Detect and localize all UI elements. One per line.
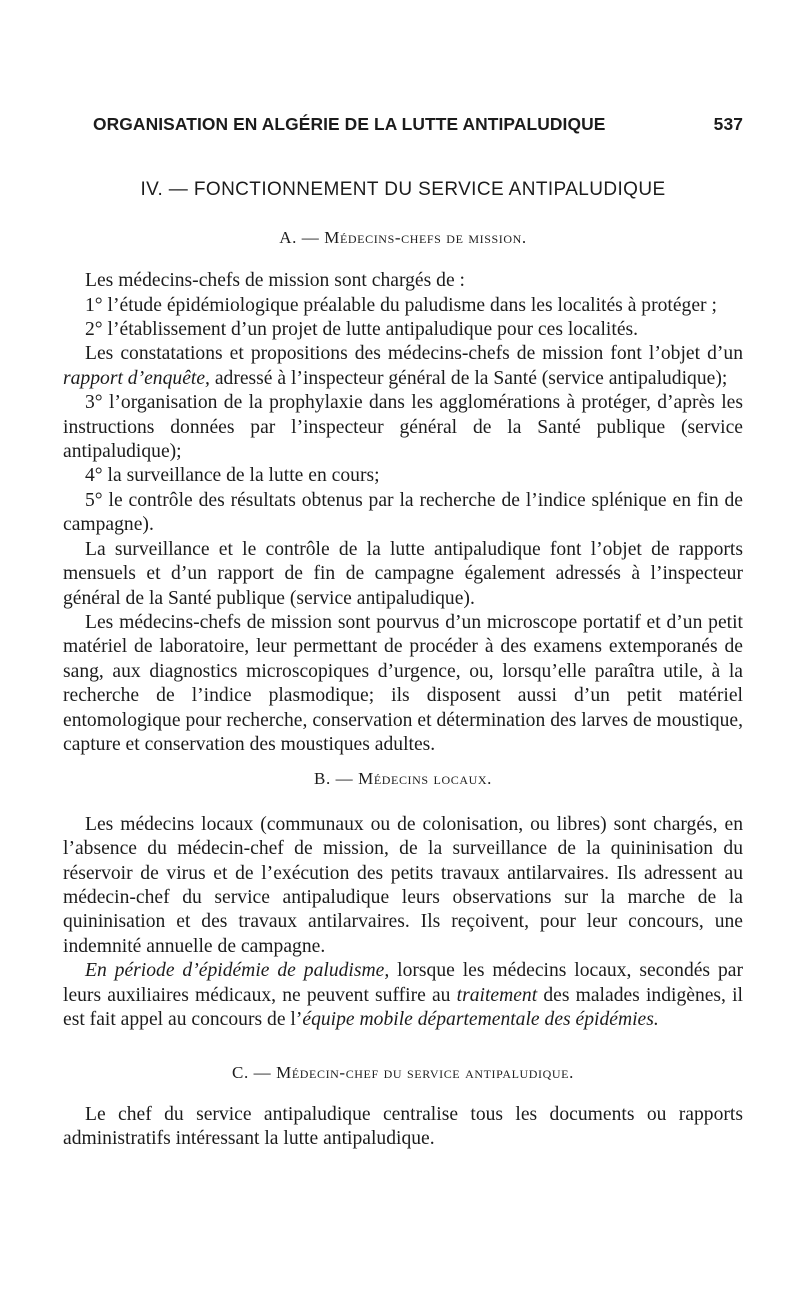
italic-run: En période d’épidémie de paludisme, [85, 960, 390, 982]
paragraph-b2 [63, 959, 743, 1032]
text-run: des malades indigènes, il est fait appel au concours de l’ [63, 984, 743, 1030]
paragraph-a8: La surveillance et le contrôle de la lutte antipaludique font l’objet de rapports mensuels et d’un rapport de fin de campagne également adressés à l’inspecteur général de la Santé publique (service antipaludique). [63, 538, 743, 609]
italic-run: équipe mobile départementale des épidémies. [302, 1009, 659, 1030]
running-header [63, 112, 743, 136]
paragraph-b1: Les médecins locaux (communaux ou de colonisation, ou libres) sont chargés, en l’absence du médecin-chef de mission, de la surveillance de la quininisation du réservoir de virus et de l’exécution des petits travaux antilarvaires. Ils adressent au médecin-chef du service antipaludique leurs observations sur la marche de la quininisation et des travaux antilarvaires. Ils reçoivent, pour leur concours, une indemnité annuelle de campagne. [63, 813, 743, 957]
subheading-b: B. — Médecins locaux. [314, 769, 492, 789]
running-title: ORGANISATION EN ALGÉRIE DE LA LUTTE ANTIPALUDIQUE [93, 114, 606, 134]
paragraph-c1: Le chef du service antipaludique centralise tous les documents ou rapports administratifs intéressant la lutte antipaludique. [63, 1103, 743, 1150]
paragraph-a2: 1° l’étude épidémiologique préalable du paludisme dans les localités à protéger ; [85, 294, 717, 316]
paragraph-a4 [63, 342, 743, 391]
paragraph-a3: 2° l’établissement d’un projet de lutte antipaludique pour ces localités. [85, 319, 639, 341]
paragraph-a9: Les médecins-chefs de mission sont pourvus d’un microscope portatif et d’un petit matériel de laboratoire, leur permettant de procéder à des examens extemporanés de sang, aux diagnostics microscopiques d’urgence, ou, lorsqu’elle paraîtra utile, à la recherche de l’indice plasmodique; ils disposent aussi d’un petit matériel entomologique pour recherche, conservation et détermination des larves de moustique, capture et conservation des moustiques adultes. [63, 611, 743, 755]
paragraph-a5: 3° l’organisation de la prophylaxie dans les agglomérations à protéger, d’après les instructions données par l’inspecteur général de la Santé publique (service antipaludique); [63, 392, 743, 463]
subheading-a: A. — Médecins-chefs de mission. [279, 227, 527, 247]
page-number: 537 [713, 114, 743, 134]
paragraph-a6: 4° la surveillance de la lutte en cours; [85, 465, 380, 487]
section-title: IV. — FONCTIONNEMENT DU SERVICE ANTIPALUDIQUE [140, 179, 666, 201]
italic-run: rapport d’enquête, [63, 367, 210, 389]
document-page [63, 112, 743, 1152]
italic-run: traitement [456, 984, 538, 1006]
paragraph-a7: 5° le contrôle des résultats obtenus par la recherche de l’indice splénique en fin de campagne). [63, 489, 743, 536]
paragraph-a1: Les médecins-chefs de mission sont chargés de : [85, 270, 465, 292]
subheading-c: C. — Médecin-chef du service antipaludique. [232, 1063, 574, 1083]
text-run: adressé à l’inspecteur général de la Santé (service antipaludique); [209, 367, 728, 389]
text-run: lorsque les médecins locaux, secondés par leurs auxiliaires médicaux, ne peuvent suffire au [63, 960, 743, 1006]
text-run: Les constatations et propositions des médecins-chefs de mission font l’objet d’un [85, 343, 743, 365]
